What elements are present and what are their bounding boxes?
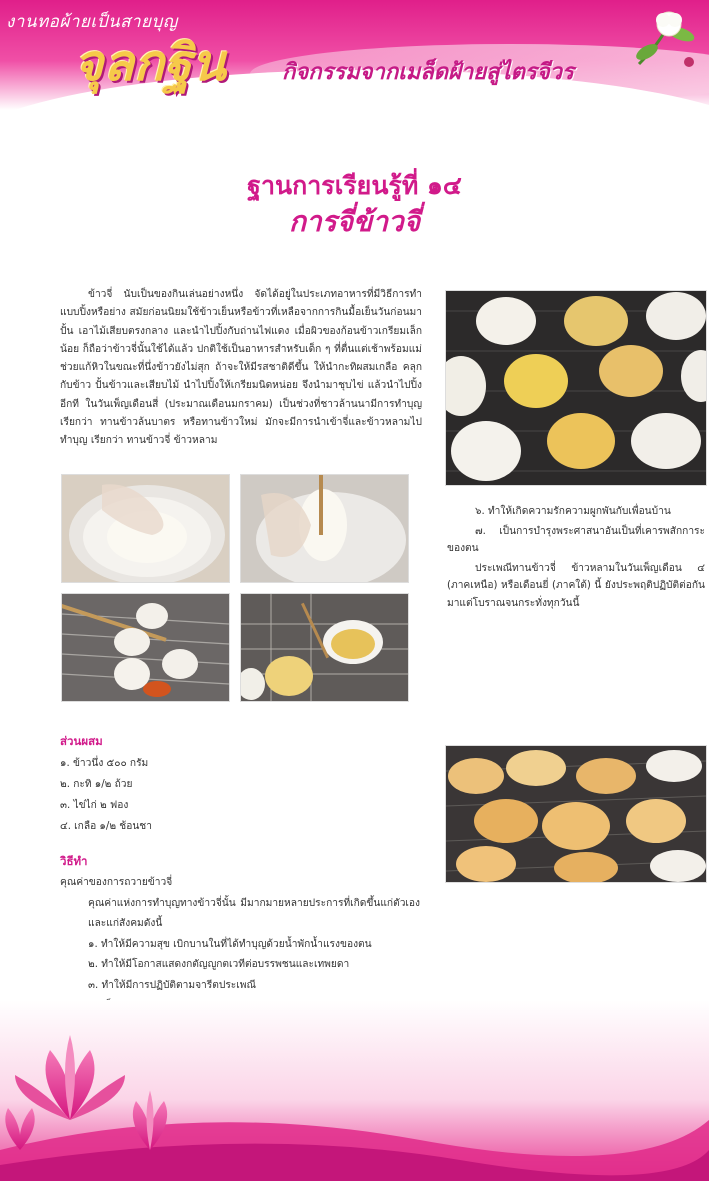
- header-logo: จุลกฐิน: [74, 33, 226, 92]
- page-footer-lotus: [0, 1000, 709, 1181]
- activity-title: การจี่ข้าวจี่: [288, 205, 421, 238]
- intro-paragraph: ข้าวจี่ นับเป็นของกินเล่นอย่างหนึ่ง จัดได้อยู่ในประเภทอาหารที่มีวิธีการทำแบบปิ้งหรือย่าง สมัยก่อนนิยมใช้ข้าวเย็นหรือข้าวที่เหลือจากการกินมื้อเย็นวันก่อนมาปั้น เอาไม้เสียบตรงกลาง และนำไปปิ้งกับถ่านไฟแดง เมื่อผิวของก้อนข้าวเกรียมเล็กน้อย ก็ถือว่าข้าวจี่นั้นใช้ได้แล้ว ปกติใช้เป็นอาหารสำหรับเด็ก ๆ ที่ตื่นแต่เช้าพร้อมแม่ ช่วยแก้หิวในขณะที่นึ่งข้าวยังไม่สุก ถ้าจะให้มีรสชาติดีขึ้น ให้นำกะทิผสมเกลือ คลุกกับข้าว ปั้นข้าวและเสียบไม้ นำไปปิ้งให้เกรียมนิดหน่อย จึงนำมาชุบไข่ แล้วนำไปปิ้งอีกที ในวันเพ็ญเดือนสี่ (ประมาณเดือนมกราคม) เป็นช่วงที่ชาวล้านนามีการทำบุญ เรียกว่า ทานข้าวล้นบาตร หรือทานข้าวใหม่ มักจะมีการนำเข้าจี่และข้าวหลามไปทำบุญ เรียกว่า ทานข้าวจี่ ข้าวหลาม: [60, 289, 422, 447]
- header-tagline: กิจกรรมจากเมล็ดฝ้ายสู่ไตรจีวร: [282, 59, 574, 85]
- ingredients-heading: ส่วนผสม: [60, 734, 103, 748]
- method-paragraph: คุณค่าแห่งการทำบุญทางข้าวจี่นั้น มีมากมายหลายประการที่เกิดขึ้นแก่ตัวเอง และแก่สังคมดังนี้: [88, 897, 420, 929]
- photo-grilled-rice: [445, 290, 707, 486]
- header-subtitle: งานทอผ้ายเป็นสายบุญ: [6, 12, 178, 32]
- benefit-7: ๗. เป็นการบำรุงพระศาสนาอันเป็นที่เคารพสักการะของตน: [447, 525, 705, 554]
- station-title: ฐานการเรียนรู้ที่ ๑๔: [247, 171, 462, 200]
- photo-step-shaping: [240, 474, 409, 583]
- method-step: ๑. ทำให้มีความสุข เบิกบานในที่ได้ทำบุญด้วยน้ำพักน้ำแรงของตน: [88, 938, 372, 950]
- ingredient-item: ๒. กะทิ ๑/๒ ถ้วย: [60, 779, 133, 790]
- photo-step-grilling: [61, 593, 230, 702]
- method-heading: วิธีทำ: [60, 854, 88, 868]
- cotton-flower-icon: [629, 4, 699, 74]
- lotus-decoration-icon: [0, 1000, 709, 1181]
- ingredient-item: ๑. ข้าวนึ่ง ๕๐๐ กรัม: [60, 758, 149, 769]
- photo-finished-rice: [445, 745, 707, 883]
- benefits-continued: [447, 503, 705, 614]
- ingredient-item: ๔. เกลือ ๑/๒ ช้อนชา: [60, 821, 152, 832]
- photo-step-mixing: [61, 474, 230, 583]
- ingredients-section: [60, 733, 360, 837]
- method-step: ๓. ทำให้มีการปฏิบัติตามจารีตประเพณี: [88, 979, 256, 991]
- method-intro-line: คุณค่าของการถวายข้าวจี่: [60, 877, 173, 888]
- method-step: ๒. ทำให้มีโอกาสแสดงกตัญญูกตเวทีต่อบรรพชนและเทพยดา: [88, 959, 350, 970]
- photo-step-egg-dip: [240, 593, 409, 702]
- tradition-paragraph: ประเพณีทานข้าวจี่ ข้าวหลามในวันเพ็ญเดือน ๔ (ภาคเหนือ) หรือเดือนยี่ (ภาคใต้) นี้ ยังประพฤติปฏิบัติต่อกันมาแต่โบราณจนกระทั่งทุกวันนี้: [447, 562, 705, 609]
- benefit-6: ๖. ทำให้เกิดความรักความผูกพันกับเพื่อนบ้าน: [475, 506, 671, 517]
- ingredient-item: ๓. ไข่ไก่ ๒ ฟอง: [60, 800, 129, 811]
- page-header: [0, 0, 709, 110]
